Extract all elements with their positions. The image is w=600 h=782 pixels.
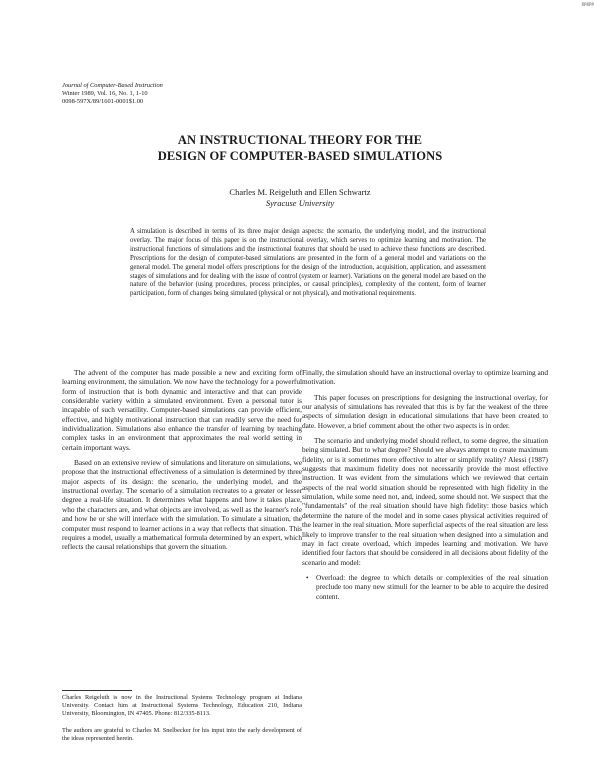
bullet-text: Overload: the degree to which details or complexities of the real situation preclude too many new stimuli for the learner to be able to acquire the desired content. [316,572,548,601]
body-paragraph: The advent of the computer has made possible a new and exciting form of learning environment, the simulation. We now have the technology for a powerful form of instruction that is both dynamic and interactive and that can provide considerable variety within a simulated environment. Even a personal tutor is incapable of such versatility. Computer-based simulations can provide efficient, effective, and highly motivational instruction that can readily serve the need for individualization. Simulations also enhance the transfer of learning by teaching complex tasks in an environment that approximates the real world setting in certain important ways. [62,368,302,452]
author-affiliation: Syracuse University [265,198,335,208]
corner-mark: gpgpp [581,2,594,7]
journal-header [62,82,163,106]
footnote-author-contact: Charles Reigeluth is now in the Instructional Systems Technology program at Indiana University. Contact him at Instructional Systems Technology, Education 210, Indiana University, Bloomington, IN 47405. Phone: 812/335-8113. [62,694,302,717]
left-column [62,368,302,558]
body-paragraph: This paper focuses on prescriptions for designing the instructional overlay, for our analysis of simulations has revealed that this is by far the weakest of the three aspects of simulation design in educational simulations that have been created to date. However, a brief comment about the other two aspects is in order. [302,392,548,430]
footnote-acknowledgment: The authors are grateful to Charles M. Snelbecker for his input into the early development of the ideas represented herein. [62,727,302,742]
footnote-divider [62,690,132,691]
author-block [100,187,500,209]
bullet-icon: • [306,572,309,582]
author-names: Charles M. Reigeluth and Ellen Schwartz [229,187,371,197]
body-paragraph: Based on an extensive review of simulations and literature on simulations, we propose that the instructional effectiveness of a simulation is determined by three major aspects of its design: the scenario, the underlying model, and the instructional overlay. The scenario of a simulation recreates to a greater or lesser degree a real-life situation. It determines what happens and how it takes place, who the characters are, and what objects are involved, as well as the learner's role and how he or she will interface with the simulation. To simulate a situation, the computer must respond to learner actions in a way that reflects that situation. This requires a model, usually a mathematical formula determined by an expert, which reflects the causal relationships that govern the situation. [62,458,302,552]
journal-code: 0098-597X/89/1601-0001$1.00 [62,98,144,105]
title-line-2: DESIGN OF COMPUTER-BASED SIMULATIONS [157,149,443,163]
title-line-1: AN INSTRUCTIONAL THEORY FOR THE [177,133,423,147]
abstract: A simulation is described in terms of its three major design aspects: the scenario, the underlying model, and the instructional overlay. The major focus of this paper is on the instructional overlay, which serves to optimize learning and motivation. The instructional functions of simulations and the instructional features that should be used to achieve these functions are described. Prescriptions for the design of computer-based simulations are presented in the form of a general model and variations on the general model. The general model offers prescriptions for the design of the introduction, acquisition, application, and assessment stages of simulations and for dealing with the issue of control (system or learner). Variations on the general model are based on the nature of the behavior (using procedures, process principles, or causal principles), complexity of the content, form of learner participation, form of changes being simulated (physical or not physical), and motivational requirements. [130,228,486,298]
bullet-item-overload [302,573,548,601]
paper-title [100,132,500,164]
journal-issue: Winter 1989, Vol. 16, No. 1, 1-10 [62,90,148,97]
body-paragraph: The scenario and underlying model should reflect, to some degree, the situation being simulated. But to what degree? Should we always attempt to create maximum fidelity, or is it sometimes more effective to alter or simplify reality? Alessi (1987) suggests that maximum fidelity does not necessarily provide the most effective instruction. It was evident from the simulations which we reviewed that certain aspects of the real world situation should be represented with high fidelity in the simulation, while some need not, and, indeed, some should not. We suspect that the "fundamentals" of the real situation should have high fidelity: those basics which determine the nature of the model and in some cases physical activities required of the learner in the real situation. More superficial aspects of the real situation are less likely to improve transfer to the real situation when designed into a simulation and may in fact create overload, which impedes learning and motivation. We have identified four factors that should be considered in all decisions about fidelity of the scenario and model: [302,436,548,567]
journal-name: Journal of Computer-Based Instruction [62,82,163,89]
body-paragraph: Finally, the simulation should have an instructional overlay to optimize learning and motivation. [302,368,548,387]
right-column [302,368,548,607]
